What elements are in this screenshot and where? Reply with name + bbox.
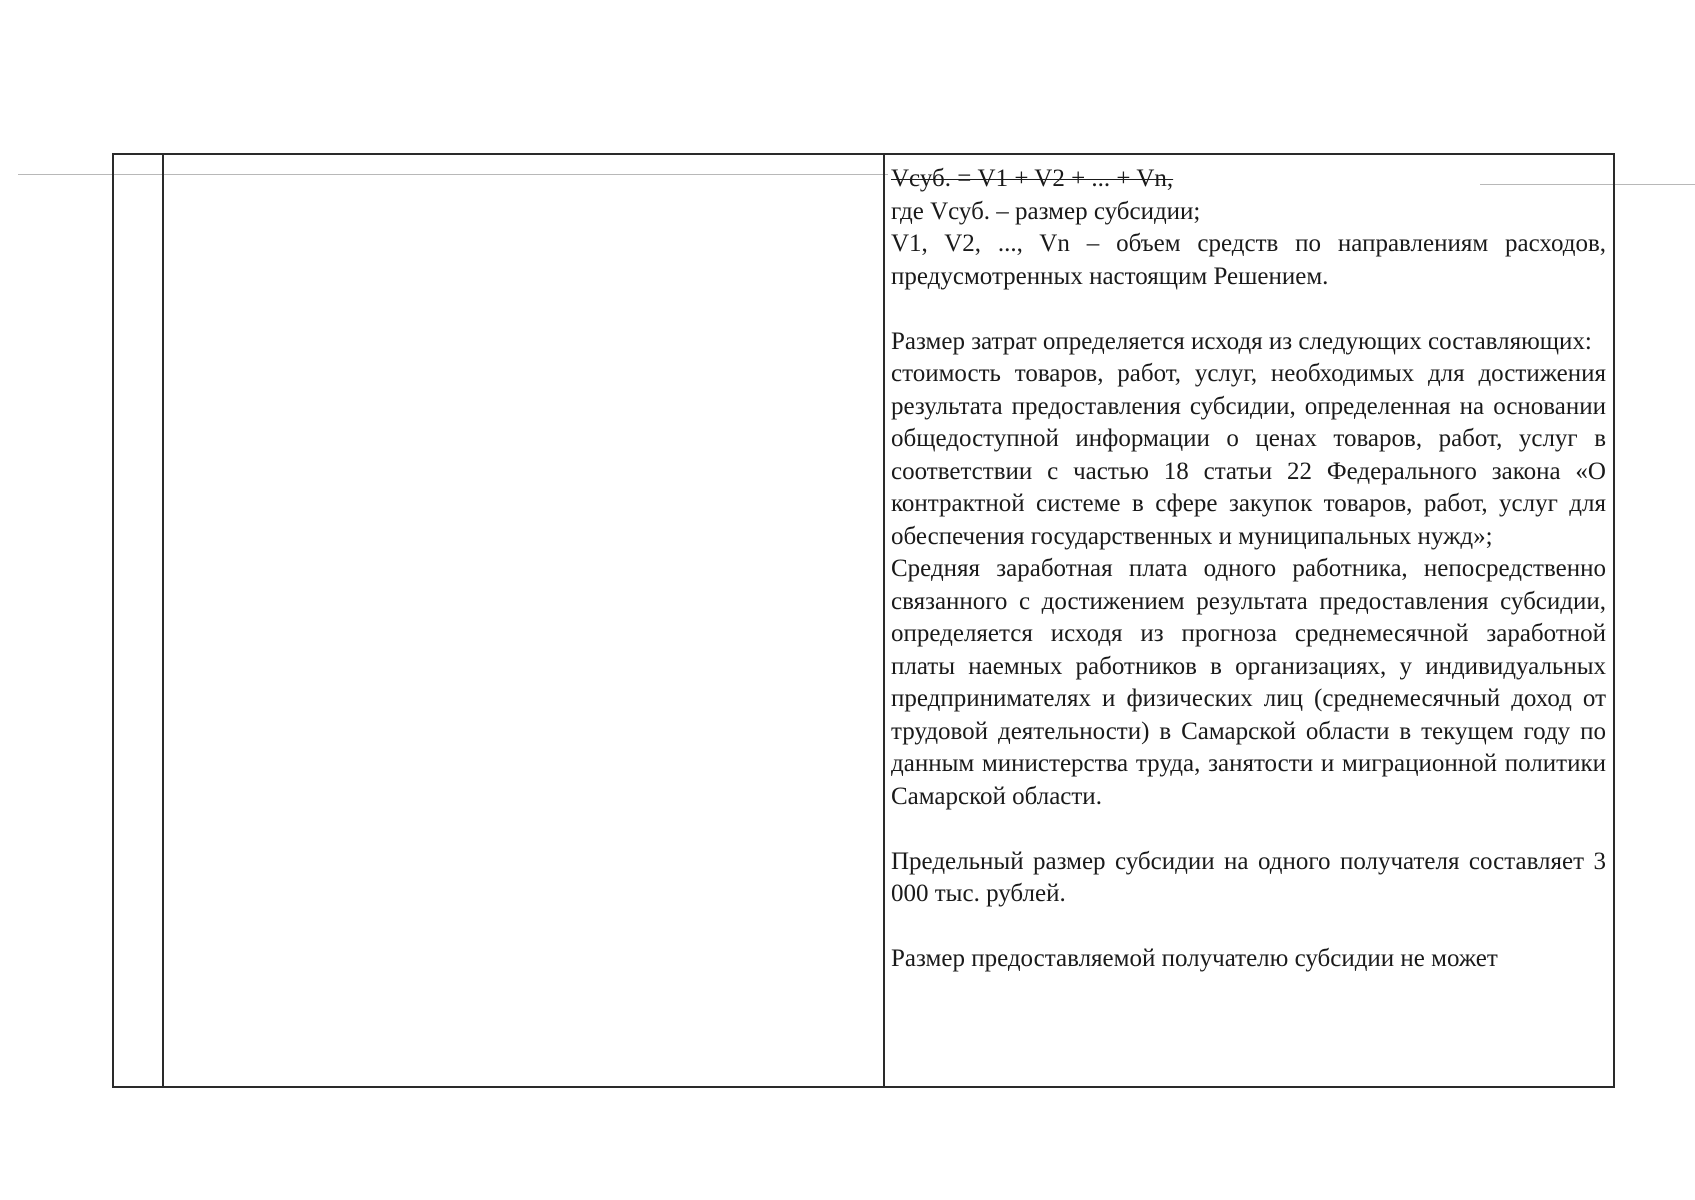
column-divider xyxy=(883,155,885,1086)
formula-line: Vсуб. = V1 + V2 + ... + Vn, xyxy=(891,165,1174,192)
max-subsidy-paragraph: Предельный размер субсидии на одного получателя составляет 3 000 тыс. рублей. xyxy=(891,847,1606,907)
cost-components-intro: Размер затрат определяется исходя из следующих составляющих: xyxy=(891,327,1592,355)
formula-definition: где Vсуб. – размер субсидии; xyxy=(891,197,1201,225)
formula-variables: V1, V2, ..., Vn – объем средств по направлениям расходов, предусмотренных настоящим Решением. xyxy=(891,230,1606,290)
document-table xyxy=(112,153,1615,1088)
table-cell-content xyxy=(887,155,1613,1086)
cost-goods-paragraph: стоимость товаров, работ, услуг, необходимых для достижения результата предоставления субсидии, определенная на основании общедоступной информации о ценах товаров, работ, услуг в соответствии с частью 18 статьи 22 Федерального закона «О контрактной системе в сфере закупок товаров, работ, услуг для обеспечения государственных и муниципальных нужд»; xyxy=(891,360,1606,550)
column-divider xyxy=(162,155,164,1086)
average-salary-paragraph: Средняя заработная плата одного работника, непосредственно связанного с достижением результата предоставления субсидии, определяется исходя из прогноза среднемесячной заработной платы наемных работников в организациях, у индивидуальных предпринимателях и физических лиц (среднемесячный доход от трудовой деятельности) в Самарской области в текущем году по данным министерства труда, занятости и миграционной политики Самарской области. xyxy=(891,555,1606,810)
subsidy-limit-paragraph: Размер предоставляемой получателю субсидии не может xyxy=(891,945,1498,972)
